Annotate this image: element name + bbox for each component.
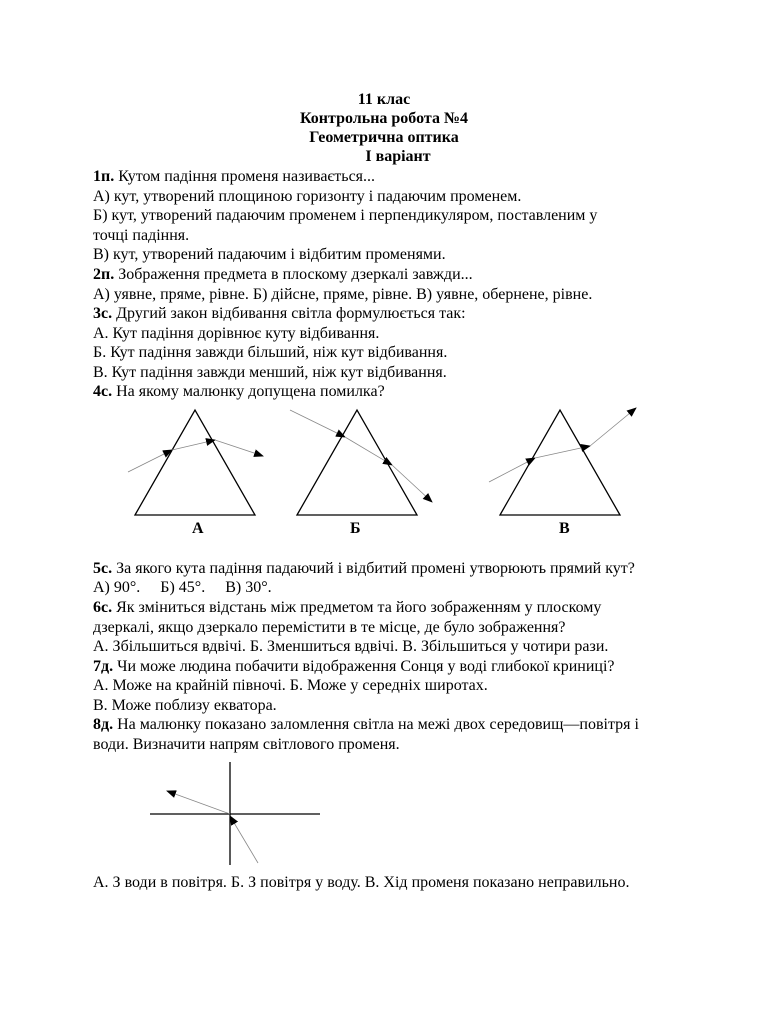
question-text: На якому малюнку допущена помилка? — [112, 383, 385, 400]
question-8 — [93, 715, 639, 734]
question-number: 5с. — [93, 560, 113, 577]
figure-label-a: А — [192, 520, 204, 537]
q3-option-c: В. Кут падіння завжди менший, ніж кут відбивання. — [93, 364, 447, 381]
q5-options: А) 90°. Б) 45°. В) 30°. — [93, 579, 272, 596]
q2-options: А) уявне, пряме, рівне. Б) дійсне, пряме, рівне. В) уявне, обернене, рівне. — [93, 286, 593, 303]
question-5 — [93, 559, 635, 578]
q6-options: А. Збільшиться вдвічі. Б. Зменшиться вдвічі. В. Збільшиться у чотири рази. — [93, 638, 609, 655]
figure-label-b: Б — [350, 520, 361, 537]
refraction-diagram — [150, 762, 320, 865]
q1-option-c: В) кут, утворений падаючим і відбитим променями. — [93, 246, 446, 263]
question-number: 7д. — [93, 658, 114, 675]
question-number: 6с. — [93, 599, 113, 616]
q1-option-a: А) кут, утворений площиною горизонту і падаючим променем. — [93, 188, 522, 205]
test-title: Контрольна робота №4 — [299, 110, 469, 127]
question-number: 3с. — [93, 305, 113, 322]
prism-v — [489, 408, 636, 515]
topic-title: Геометрична оптика — [309, 129, 459, 146]
grade-heading: 11 клас — [357, 91, 411, 108]
q7-options-2: В. Може поблизу екватора. — [93, 697, 277, 714]
question-text: Другий закон відбивання світла формулюється так: — [112, 305, 466, 322]
question-number: 1п. — [93, 168, 115, 185]
q8-options: А. З води в повітря. Б. З повітря у воду. В. Хід променя показано неправильно. — [93, 874, 630, 891]
q6-text-cont: дзеркалі, якщо дзеркало перемістити в те місце, де було зображення? — [93, 619, 566, 636]
q8-text-cont: води. Визначити напрям світлового променя. — [93, 736, 400, 753]
prism-a — [128, 410, 263, 515]
q3-option-b: Б. Кут падіння завжди більший, ніж кут відбивання. — [93, 344, 448, 361]
q1-option-b: Б) кут, утворений падаючим променем і перпендикуляром, поставленим у — [93, 207, 598, 224]
question-text: Зображення предмета в плоскому дзеркалі завжди... — [114, 266, 473, 283]
question-number: 8д. — [93, 716, 114, 733]
question-number: 4с. — [93, 383, 113, 400]
variant-title: І варіант — [365, 148, 431, 165]
question-text: Кутом падіння променя називається... — [114, 168, 376, 185]
question-text: На малюнку показано заломлення світла на межі двох середовищ—повітря і — [113, 716, 639, 733]
question-text: Чи може людина побачити відображення Сонця у воді глибокої криниці? — [113, 658, 615, 675]
figure-label-v: В — [559, 520, 570, 537]
question-text: Як зміниться відстань між предметом та його зображенням у плоскому — [112, 599, 602, 616]
question-6 — [93, 598, 601, 617]
question-number: 2п. — [93, 266, 115, 283]
question-text: За якого кута падіння падаючий і відбитий промені утворюють прямий кут? — [112, 560, 635, 577]
q7-options-1: А. Може на крайній півночі. Б. Може у середніх широтах. — [93, 677, 488, 694]
prism-b — [290, 410, 432, 515]
question-7 — [93, 657, 615, 676]
q1-option-b-cont: точці падіння. — [93, 227, 190, 244]
q3-option-a: А. Кут падіння дорівнює куту відбивання. — [93, 325, 380, 342]
